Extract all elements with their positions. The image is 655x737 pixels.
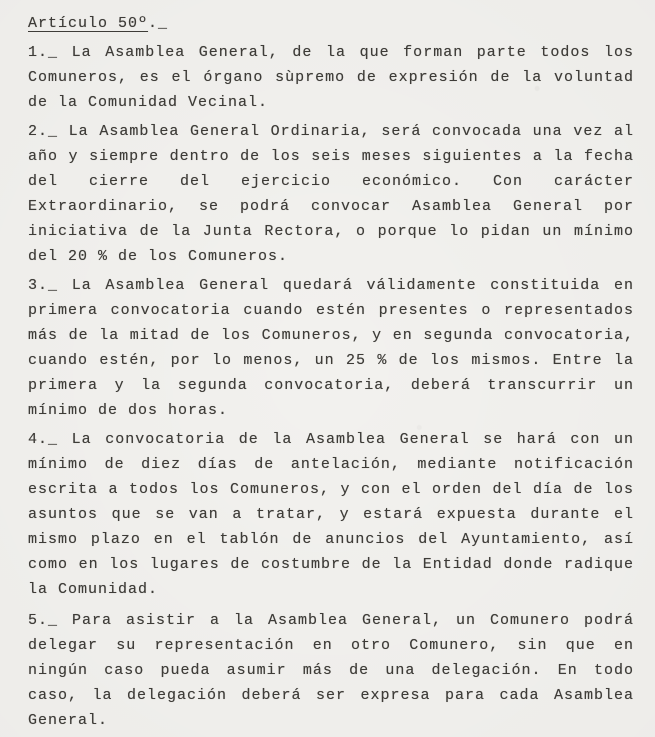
- text-line: como en los lugares de costumbre de la Entidad donde radique: [28, 556, 634, 573]
- text-line: 1._ La Asamblea General, de la que forman parte todos los: [28, 44, 634, 61]
- paragraph-2: [28, 119, 634, 269]
- paragraphs-container: [28, 40, 634, 733]
- text-line: Comuneros, es el órgano sùpremo de expresión de la voluntad: [28, 69, 634, 86]
- article-heading: [28, 11, 634, 36]
- text-line: General.: [28, 712, 109, 729]
- text-line: iniciativa de la Junta Rectora, o porque lo pidan un mínimo: [28, 223, 634, 240]
- text-line: escrita a todos los Comuneros, y con el orden del día de los: [28, 481, 634, 498]
- paragraph-5: [28, 608, 634, 733]
- text-line: de la Comunidad Vecinal.: [28, 94, 269, 111]
- text-line: mínimo de dos horas.: [28, 402, 229, 419]
- text-line: primera convocatoria cuando estén presentes o representados: [28, 302, 634, 319]
- text-line: delegar su representación en otro Comunero, sin que en: [28, 637, 634, 654]
- article-heading-text: Artículo 50º: [28, 15, 149, 32]
- text-line: mismo plazo en el tablón de anuncios del Ayuntamiento, así: [28, 531, 634, 548]
- text-line: la Comunidad.: [28, 581, 159, 598]
- text-line: más de la mitad de los Comuneros, y en segunda convocatoria,: [28, 327, 634, 344]
- article-heading-tail: ._: [148, 15, 169, 32]
- text-line: 4._ La convocatoria de la Asamblea General se hará con un: [28, 431, 634, 448]
- text-line: mínimo de diez días de antelación, mediante notificación: [28, 456, 634, 473]
- text-line: Extraordinario, se podrá convocar Asamblea General por: [28, 198, 634, 215]
- text-line: 3._ La Asamblea General quedará válidamente constituida en: [28, 277, 634, 294]
- text-line: ningún caso pueda asumir más de una delegación. En todo: [28, 662, 634, 679]
- text-line: cuando estén, por lo menos, un 25 % de los mismos. Entre la: [28, 352, 634, 369]
- text-line: del cierre del ejercicio económico. Con carácter: [28, 173, 634, 190]
- paragraph-4: [28, 427, 634, 602]
- paragraph-3: [28, 273, 634, 423]
- text-line: caso, la delegación deberá ser expresa para cada Asamblea: [28, 687, 634, 704]
- text-line: 2._ La Asamblea General Ordinaria, será convocada una vez al: [28, 123, 634, 140]
- text-line: asuntos que se van a tratar, y estará expuesta durante el: [28, 506, 634, 523]
- text-line: del 20 % de los Comuneros.: [28, 248, 289, 265]
- text-line: año y siempre dentro de los seis meses siguientes a la fecha: [28, 148, 634, 165]
- paragraph-1: [28, 40, 634, 115]
- text-line: primera y la segunda convocatoria, deberá transcurrir un: [28, 377, 634, 394]
- text-line: 5._ Para asistir a la Asamblea General, un Comunero podrá: [28, 612, 634, 629]
